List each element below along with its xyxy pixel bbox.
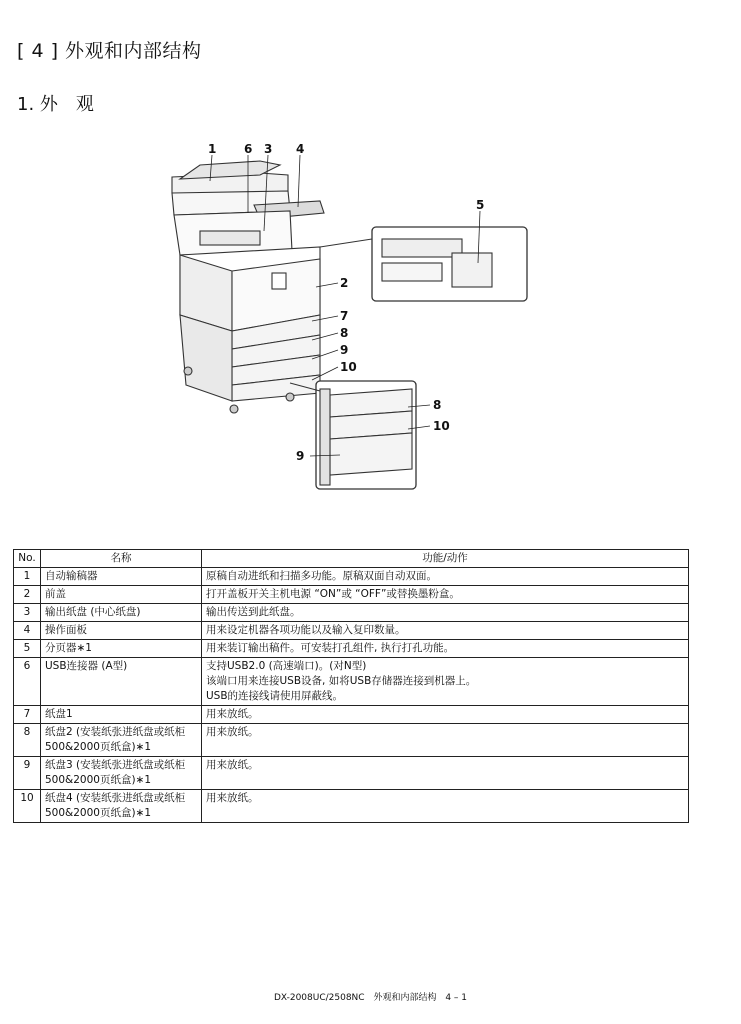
part-function bbox=[202, 790, 689, 823]
function-line: 用来放纸。 bbox=[206, 759, 259, 771]
callout-label: 5 bbox=[476, 198, 485, 212]
callout-label: 3 bbox=[264, 142, 273, 156]
callout-label: 8 bbox=[433, 398, 442, 412]
part-function bbox=[202, 568, 689, 586]
table-row bbox=[14, 790, 689, 823]
table-row bbox=[14, 622, 689, 640]
table-row bbox=[14, 658, 689, 706]
chapter-title: [ 4 ] 外观和内部结构 bbox=[17, 40, 202, 62]
printer-exterior-figure bbox=[160, 135, 540, 495]
part-function bbox=[202, 622, 689, 640]
row-number: 2 bbox=[14, 586, 41, 604]
row-number: 10 bbox=[14, 790, 41, 823]
part-function bbox=[202, 658, 689, 706]
table-row bbox=[14, 757, 689, 790]
table-row bbox=[14, 604, 689, 622]
table-row bbox=[14, 706, 689, 724]
part-function bbox=[202, 604, 689, 622]
table-row bbox=[14, 586, 689, 604]
callout-label: 9 bbox=[296, 449, 305, 463]
function-line: 用来放纸。 bbox=[206, 792, 259, 804]
row-number: 8 bbox=[14, 724, 41, 757]
column-header-name: 名称 bbox=[41, 550, 202, 568]
part-function bbox=[202, 586, 689, 604]
part-name: 纸盘1 bbox=[41, 706, 202, 724]
function-line: USB的连接线请使用屏蔽线。 bbox=[206, 690, 344, 702]
row-number: 3 bbox=[14, 604, 41, 622]
part-function bbox=[202, 640, 689, 658]
part-name: 输出纸盘 (中心纸盘) bbox=[41, 604, 202, 622]
function-line: 用来放纸。 bbox=[206, 708, 259, 720]
function-line: 该端口用来连接USB设备, 如将USB存储器连接到机器上。 bbox=[206, 675, 477, 687]
function-line: 打开盖板开关主机电源 “ON”或 “OFF”或替换墨粉盒。 bbox=[206, 588, 460, 600]
function-line: 支持USB2.0 (高速端口)。(对N型) bbox=[206, 660, 367, 672]
row-number: 6 bbox=[14, 658, 41, 706]
page-footer bbox=[0, 990, 741, 1003]
part-name: 分页器∗1 bbox=[41, 640, 202, 658]
callout-label: 6 bbox=[244, 142, 253, 156]
callout-label: 9 bbox=[340, 343, 349, 357]
part-function bbox=[202, 724, 689, 757]
callout-label: 4 bbox=[296, 142, 305, 156]
table-header-row bbox=[14, 550, 689, 568]
part-function bbox=[202, 757, 689, 790]
function-line: 用来设定机器各项功能以及输入复印数量。 bbox=[206, 624, 406, 636]
function-line: 用来装订输出稿件。可安装打孔组件, 执行打孔功能。 bbox=[206, 642, 455, 654]
callout-label: 10 bbox=[340, 360, 357, 374]
row-number: 4 bbox=[14, 622, 41, 640]
part-name: 自动输稿器 bbox=[41, 568, 202, 586]
parts-table bbox=[13, 549, 689, 823]
part-name: 纸盘2 (安装纸张进纸盘或纸柜500&2000页纸盒)∗1 bbox=[41, 724, 202, 757]
table-row bbox=[14, 568, 689, 586]
part-name: 纸盘3 (安装纸张进纸盘或纸柜500&2000页纸盒)∗1 bbox=[41, 757, 202, 790]
row-number: 9 bbox=[14, 757, 41, 790]
footer-chapter: 外观和内部结构 bbox=[373, 993, 437, 1003]
part-function bbox=[202, 706, 689, 724]
table-row bbox=[14, 640, 689, 658]
function-line: 输出传送到此纸盘。 bbox=[206, 606, 301, 618]
function-line: 原稿自动进纸和扫描多功能。原稿双面自动双面。 bbox=[206, 570, 437, 582]
row-number: 5 bbox=[14, 640, 41, 658]
row-number: 1 bbox=[14, 568, 41, 586]
part-name: USB连接器 (A型) bbox=[41, 658, 202, 706]
footer-model: DX-2008UC/2508NC bbox=[273, 993, 365, 1003]
table-row bbox=[14, 724, 689, 757]
callout-label: 10 bbox=[433, 419, 450, 433]
column-header-function: 功能/动作 bbox=[202, 550, 689, 568]
row-number: 7 bbox=[14, 706, 41, 724]
function-line: 用来放纸。 bbox=[206, 726, 259, 738]
column-header-no: No. bbox=[14, 550, 41, 568]
callout-label: 8 bbox=[340, 326, 349, 340]
printer-illustration bbox=[160, 135, 540, 495]
part-name: 纸盘4 (安装纸张进纸盘或纸柜500&2000页纸盒)∗1 bbox=[41, 790, 202, 823]
callout-label: 7 bbox=[340, 309, 349, 323]
part-name: 前盖 bbox=[41, 586, 202, 604]
footer-page-number: 4 – 1 bbox=[445, 993, 468, 1003]
part-name: 操作面板 bbox=[41, 622, 202, 640]
callout-label: 2 bbox=[340, 276, 349, 290]
callout-label: 1 bbox=[208, 142, 217, 156]
section-title: 1. 外 观 bbox=[17, 94, 94, 115]
